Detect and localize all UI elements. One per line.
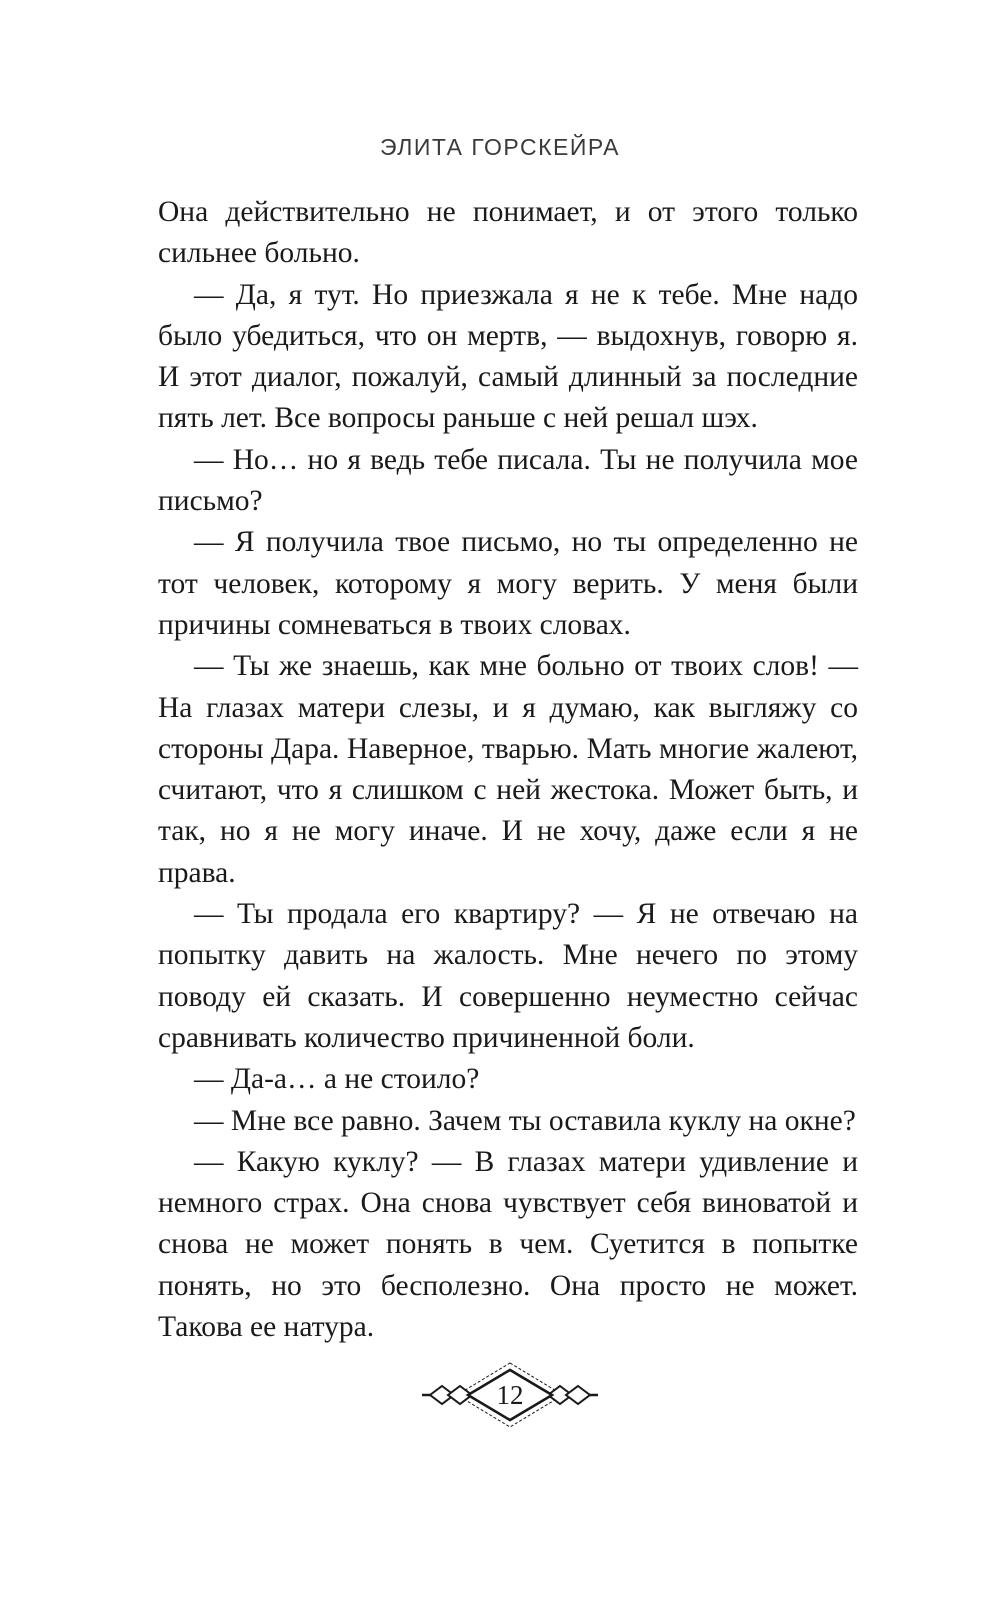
paragraph-dialogue-8: — Какую куклу? — В глазах матери удивление и немного страх. Она снова чувствует себя виноватой и снова не может понять в чем. Суетится в попытке понять, но это бесполезно. Она просто не может. Такова ее натура.	[158, 1145, 858, 1344]
page-body-text	[158, 192, 858, 1348]
paragraph-dialogue-3: — Я получила твое письмо, но ты определенно не тот человек, которому я могу верить. У меня были причины сомневаться в твоих словах.	[158, 526, 858, 641]
page-number-ornament	[420, 1360, 600, 1430]
paragraph-continuation: Она действительно не понимает, и от этого только сильнее больно.	[158, 196, 858, 270]
page-number: 12	[496, 1380, 524, 1410]
running-header: ЭЛИТА ГОРСКЕЙРА	[379, 134, 621, 160]
paragraph-dialogue-5: — Ты продала его квартиру? — Я не отвечаю на попытку давить на жалость. Мне нечего по этому поводу ей сказать. И совершенно неуместно сейчас сравнивать количество причиненной боли.	[158, 898, 858, 1054]
paragraph-dialogue-7: — Мне все равно. Зачем ты оставила куклу на окне?	[194, 1104, 856, 1137]
paragraph-dialogue-1: — Да, я тут. Но приезжала я не к тебе. Мне надо было убедиться, что он мертв, — выдохнув, говорю я. И этот диалог, пожалуй, самый длинный за последние пять лет. Все вопросы раньше с ней решал шэх.	[158, 278, 858, 435]
paragraph-dialogue-2: — Но… но я ведь тебе писала. Ты не получила мое письмо?	[158, 443, 858, 518]
paragraph-dialogue-4: — Ты же знаешь, как мне больно от твоих слов! — На глазах матери слезы, и я думаю, как выгляжу со стороны Дара. Наверное, тварью. Мать многие жалеют, считают, что я слишком с ней жестока. Может быть, и так, но я не могу иначе. И не хочу, даже если я не права.	[158, 650, 858, 889]
paragraph-dialogue-6: — Да-а… а не стоило?	[194, 1063, 480, 1096]
